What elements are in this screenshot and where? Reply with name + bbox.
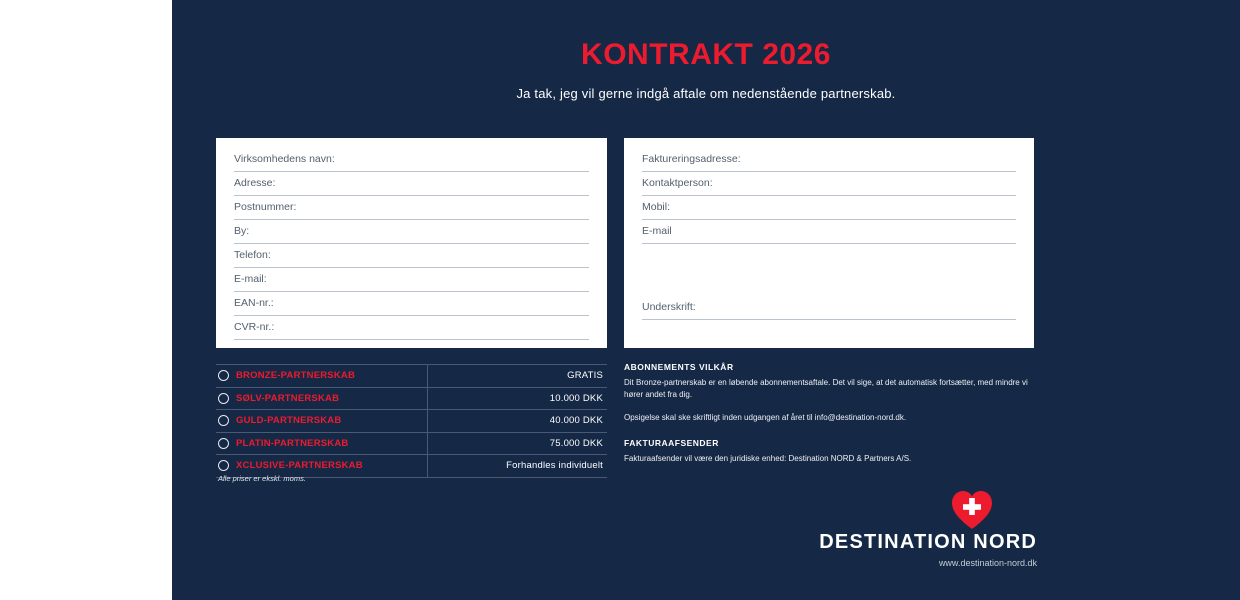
contract-document <box>172 0 1240 600</box>
field-address[interactable] <box>234 172 589 196</box>
field-email[interactable] <box>234 268 589 292</box>
option-platin[interactable] <box>216 433 428 455</box>
option-price: Forhandles individuelt <box>506 460 603 472</box>
option-price: GRATIS <box>567 370 603 382</box>
field-ean-number[interactable] <box>234 292 589 316</box>
billing-info-card <box>624 138 1034 348</box>
option-label: BRONZE-PARTNERSKAB <box>236 370 356 382</box>
table-row[interactable] <box>216 388 607 411</box>
radio-icon[interactable] <box>218 460 229 471</box>
field-label: Virksomhedens navn: <box>234 153 335 165</box>
invoice-sender-text: Fakturaafsender vil være den juridiske enhed: Destination NORD & Partners A/S. <box>624 454 912 463</box>
subscription-terms-heading: ABONNEMENTS VILKÅR <box>624 362 734 372</box>
page-title: KONTRAKT 2026 <box>581 38 831 71</box>
field-billing-email[interactable] <box>642 220 1016 244</box>
field-cvr-number[interactable] <box>234 316 589 340</box>
partnership-options-table <box>216 364 607 478</box>
field-phone[interactable] <box>234 244 589 268</box>
logo-wordmark: DESTINATION NORD <box>819 531 1037 553</box>
field-label: Telefon: <box>234 249 271 261</box>
option-price: 40.000 DKK <box>549 415 603 427</box>
field-mobile[interactable] <box>642 196 1016 220</box>
terms-section <box>624 362 1034 476</box>
table-row[interactable] <box>216 410 607 433</box>
company-info-card <box>216 138 607 348</box>
subscription-terms-text: Dit Bronze-partnerskab er en løbende abonnementsaftale. Det vil sige, at det automatisk fortsætter, med mindre vi hører andet fra dig. <box>624 378 1028 399</box>
option-label: GULD-PARTNERSKAB <box>236 415 342 427</box>
heart-icon <box>951 490 993 530</box>
field-label: Adresse: <box>234 177 276 189</box>
option-solv[interactable] <box>216 388 428 410</box>
field-company-name[interactable] <box>234 148 589 172</box>
price-disclaimer: Alle priser er ekskl. moms. <box>218 474 306 483</box>
option-guld[interactable] <box>216 410 428 432</box>
option-label: SØLV-PARTNERSKAB <box>236 392 340 404</box>
field-label: Underskrift: <box>642 301 696 313</box>
field-label: CVR-nr.: <box>234 321 275 333</box>
field-signature[interactable] <box>642 296 1016 320</box>
radio-icon[interactable] <box>218 415 229 426</box>
option-label: PLATIN-PARTNERSKAB <box>236 437 349 449</box>
field-city[interactable] <box>234 220 589 244</box>
field-label: Kontaktperson: <box>642 177 713 189</box>
option-label: XCLUSIVE-PARTNERSKAB <box>236 460 363 472</box>
option-bronze[interactable] <box>216 365 428 387</box>
field-label: Faktureringsadresse: <box>642 153 741 165</box>
field-billing-address[interactable] <box>642 148 1016 172</box>
option-price: 75.000 DKK <box>549 437 603 449</box>
page-subtitle: Ja tak, jeg vil gerne indgå aftale om nedenstående partnerskab. <box>516 86 896 101</box>
table-row[interactable] <box>216 433 607 456</box>
field-label: By: <box>234 225 250 237</box>
field-contact-person[interactable] <box>642 172 1016 196</box>
field-label: E-mail: <box>234 273 267 285</box>
field-label: EAN-nr.: <box>234 297 274 309</box>
field-postal-code[interactable] <box>234 196 589 220</box>
field-label: Postnummer: <box>234 201 297 213</box>
invoice-sender-heading: FAKTURAAFSENDER <box>624 438 719 448</box>
field-label: E-mail <box>642 225 672 237</box>
field-label: Mobil: <box>642 201 671 213</box>
table-row[interactable] <box>216 364 607 388</box>
option-price: 10.000 DKK <box>549 392 603 404</box>
radio-icon[interactable] <box>218 393 229 404</box>
logo-url[interactable]: www.destination-nord.dk <box>938 558 1037 568</box>
radio-icon[interactable] <box>218 438 229 449</box>
cancellation-text: Opsigelse skal ske skriftligt inden udgangen af året til info@destination-nord.dk. <box>624 413 907 422</box>
radio-icon[interactable] <box>218 370 229 381</box>
